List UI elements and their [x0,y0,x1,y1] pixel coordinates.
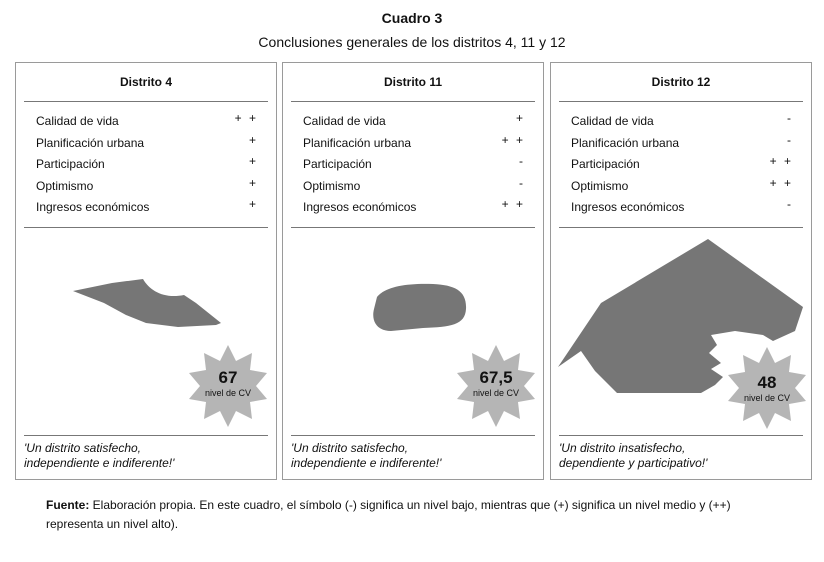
score-value: 48 [757,373,777,392]
indicator-value: + [515,111,525,125]
divider [559,435,803,436]
indicator-value: - [787,197,793,212]
indicator-label: Ingresos económicos [571,200,685,215]
indicator-value: + + [769,175,793,190]
indicator-value: + [248,197,258,212]
score-badge [551,63,813,481]
indicator-value: - [787,132,793,147]
footnote-label: Fuente: [46,498,90,512]
indicator-value: - [787,111,793,125]
score-label: nivel de CV [204,388,252,398]
indicator-label: Optimismo [571,178,629,193]
indicator-value: + [248,132,258,147]
indicator-value: + + [501,197,525,212]
indicator-label: Calidad de vida [303,114,386,128]
indicator-value: + [248,154,258,169]
district-card-12 [550,62,812,480]
indicator-label: Participación [571,157,640,172]
indicator-label: Optimismo [36,178,94,193]
district-quote: 'Un distrito satisfecho, independiente e indiferente!' [24,441,175,470]
score-value: 67,5 [479,368,513,387]
source-footnote [46,496,766,534]
divider [24,435,268,436]
score-badge [16,63,278,481]
indicator-label: Participación [303,157,372,172]
score-label: nivel de CV [472,388,520,398]
table-subtitle: Conclusiones generales de los distritos 4, 11 y 12 [258,34,566,50]
indicator-value: + + [769,154,793,169]
indicator-value: + + [234,111,258,125]
score-value: 67 [218,368,238,387]
indicator-label: Calidad de vida [36,114,119,128]
divider [291,435,535,436]
district-title: Distrito 12 [651,75,711,89]
score-badge [283,63,545,481]
indicator-value: - [519,154,525,169]
indicator-label: Calidad de vida [571,114,654,128]
table-title: Cuadro 3 [381,10,443,26]
indicator-label: Ingresos económicos [36,200,150,215]
indicator-value: - [519,175,525,190]
indicator-label: Optimismo [303,178,361,193]
score-label: nivel de CV [743,393,791,403]
indicator-label: Planificación urbana [303,135,412,150]
district-card-4 [15,62,277,480]
district-card-11 [282,62,544,480]
footnote-text: Elaboración propia. En este cuadro, el símbolo (-) significa un nivel bajo, mientras que (+) significa un nivel medio y (++) representa un nivel alto). [46,498,731,531]
district-title: Distrito 4 [119,75,172,89]
district-quote: 'Un distrito satisfecho, independiente e indiferente!' [291,441,442,470]
indicator-label: Ingresos económicos [303,200,417,215]
indicator-label: Participación [36,157,105,172]
indicator-value: + + [501,132,525,147]
district-title: Distrito 11 [383,75,443,89]
indicator-label: Planificación urbana [571,135,680,150]
indicator-value: + [248,175,258,190]
district-quote: 'Un distrito insatisfecho, dependiente y participativo!' [559,441,708,470]
indicator-label: Planificación urbana [36,135,145,150]
